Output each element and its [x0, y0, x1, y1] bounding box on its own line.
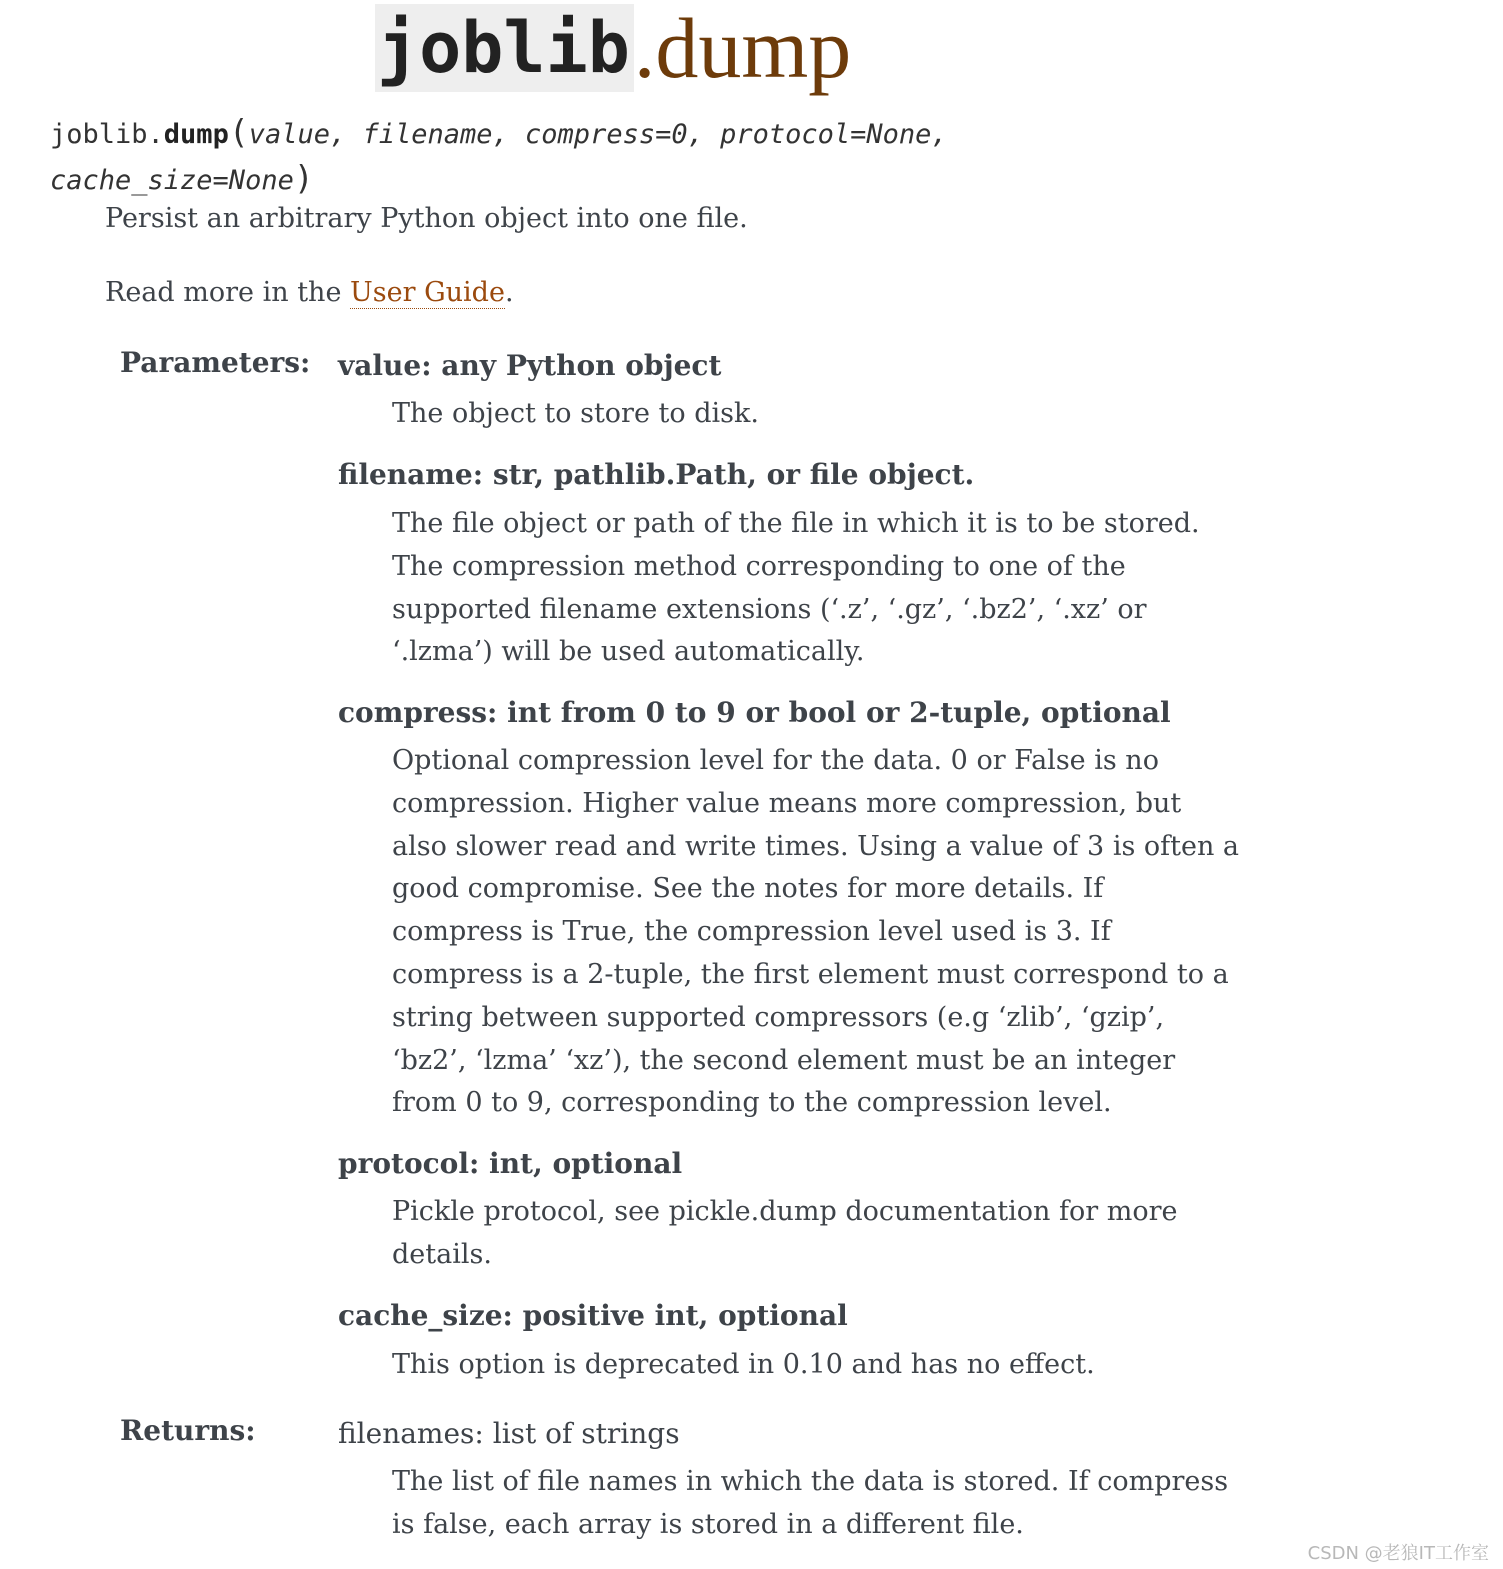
param-filename-head: filename: str, pathlib.Path, or file object.: [338, 458, 975, 491]
signature-open-paren: (: [228, 112, 249, 151]
signature-close-paren: ): [293, 158, 314, 197]
param-value-head: value: any Python object: [338, 349, 722, 382]
title-function: .dump: [633, 0, 852, 96]
param-protocol-desc: Pickle protocol, see pickle.dump documentation for more details.: [392, 1196, 1178, 1270]
parameters-label: Parameters:: [120, 346, 311, 379]
param-cache-size-head: cache_size: positive int, optional: [338, 1299, 848, 1332]
signature-params-line2: cache_size=None: [50, 165, 294, 196]
read-more-prefix: Read more in the: [105, 277, 351, 308]
signature-params-line1: value, filename, compress=0, protocol=None,: [248, 119, 948, 150]
param-value-desc: The object to store to disk.: [392, 398, 759, 429]
page-title: [375, 0, 852, 96]
signature-module: joblib.: [50, 119, 164, 150]
returns-label: Returns:: [120, 1414, 256, 1447]
read-more-text: [105, 273, 514, 313]
watermark: CSDN @老狼IT工作室: [1307, 1543, 1489, 1564]
function-signature: [50, 110, 1030, 202]
returns-head: filenames: list of strings: [338, 1417, 680, 1450]
param-compress-desc: Optional compression level for the data. 0 or False is no compression. Higher value means more compression, but also slower read and write times. Using a value of 3 is often a good compromise. See the notes for more details. If compress is True, the compression level used is 3. If compress is a 2-tuple, the first element must correspond to a string between supported compressors (e.g ‘zlib’, ‘gzip’, ‘bz2’, ‘lzma’ ‘xz’), the second element must be an integer from 0 to 9, corresponding to the compression level.: [392, 745, 1240, 1119]
summary-text: Persist an arbitrary Python object into one file.: [105, 203, 748, 234]
read-more-suffix: .: [504, 277, 514, 308]
user-guide-link[interactable]: User Guide: [350, 277, 505, 308]
param-compress-head: compress: int from 0 to 9 or bool or 2-tuple, optional: [338, 696, 1171, 729]
returns-desc: The list of file names in which the data is stored. If compress is false, each array is stored in a different file.: [392, 1466, 1229, 1540]
param-protocol-head: protocol: int, optional: [338, 1147, 683, 1180]
title-module: joblib: [375, 4, 634, 92]
param-cache-size-desc: This option is deprecated in 0.10 and has no effect.: [392, 1349, 1095, 1380]
param-filename-desc: The file object or path of the file in which it is to be stored. The compression method corresponding to one of the supported filename extensions (‘.z’, ‘.gz’, ‘.bz2’, ‘.xz’ or ‘.lzma’) will be used automatically.: [392, 508, 1200, 668]
signature-name: dump: [163, 119, 229, 150]
